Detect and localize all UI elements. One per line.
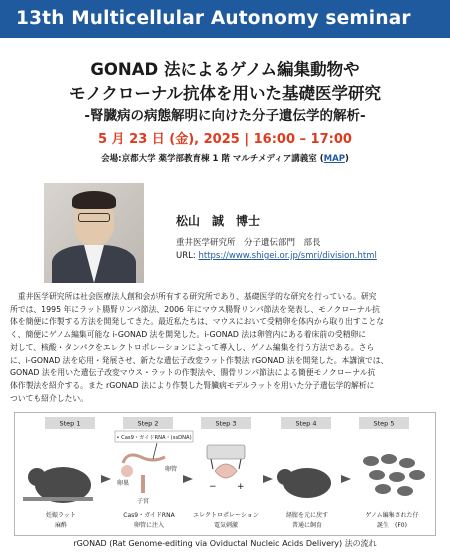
photo-glasses [78,213,110,222]
pups-icon [363,454,425,496]
abstract-line: 体を簡便に作製する方法を開発してきた。最近私たちは、マウスにおいて受精卵を体内から取り出すことな [10,317,385,327]
event-date: 5 月 23 日 (金), 2025 | 16:00 – 17:00 [98,132,352,147]
pipette-icon [153,443,157,459]
figure-caption: rGONAD (Rat Genome-editing via Oviductal Nucleic Acids Delivery) 法の流れ [73,539,377,548]
electroporator-icon [207,445,245,459]
oviduct-icon [123,455,165,463]
arrow-1-2 [101,475,111,483]
abstract-line: く、簡便にゲノム編集可能な i-GONAD 法を開発した。i-GONAD 法は卵管内にある着床前の受精卵に [10,330,367,340]
step-4-desc-line-1: 経膣を元に戻す [285,512,329,519]
subtitle: -腎臓病の病態解明に向けた分子遺伝学的解析- [84,108,366,124]
rat-base [23,497,93,501]
speaker-url [176,251,377,261]
minus-icon: − [209,482,217,492]
ovary-label: 卵巣 [117,480,130,487]
step-3-label: Step 3 [215,419,237,428]
title-line-2: モノクローナル抗体を用いた基礎医学研究 [68,84,381,103]
venue-label: 会場:京都大学 薬学部教育棟 1 階 マルチメディア講義室 ( [101,154,324,164]
abstract-line: 所では、1995 年にラット腸腎リンパ節法、2006 年にマウス腸腎リンパ節法を発表し、モノクローナル抗 [10,304,380,314]
speaker-name: 松山 誠 博士 [176,214,261,228]
speaker-photo [44,183,144,283]
abstract-line: 対して、核酸・タンパクをエレクトロポレーションによって導入し、ゲノム編集を行う方法である。さら [10,342,375,352]
ovary-icon [121,465,133,477]
abstract [10,291,440,405]
step-5-desc-line-2: 誕生 (F0) [377,522,407,529]
speaker-affiliation: 重井医学研究所 分子遺伝部門 部長 [176,238,321,248]
seminar-banner: 13th Multicellular Autonomy seminar [0,0,450,38]
abstract-line: に、i-GONAD 法を応用・発展させ、新たな遺伝子改変ラット作製法 rGONAD 法を開発した。本講演では、 [10,355,389,365]
step-4-desc-line-2: 普通に飼育 [291,522,323,529]
step-2-desc-line-2: 卵管に注入 [133,522,165,529]
abstract-line: GONAD 法を用いた遺伝子改変マウス・ラットの作製法や、腸骨リンパ節法による簡便モノクローナル抗 [10,368,376,378]
event-venue [0,152,450,164]
step-3-desc-line-2: 電気刺激 [213,522,239,529]
electrode-left-icon [211,459,213,469]
step-1-label: Step 1 [59,419,81,428]
rat-head-icon [28,468,46,486]
recovering-rat-head-icon [277,469,293,485]
abstract-line: 重井医学研究所は社会医療法人創和会が所有する研究所であり、基礎医学的な研究を行っている。研究 [17,292,377,301]
reagent-label: • Cas9・ガイドRNA・(ssDNA) [116,435,192,441]
arrow-4-5 [341,475,351,483]
electrode-right-icon [239,459,241,469]
step-4-label: Step 4 [295,419,317,428]
flow-diagram [15,413,436,536]
step-5-label: Step 5 [373,419,395,428]
rgonad-flow-figure [14,412,436,536]
step-1-desc-line-1: 妊娠ラット [46,512,76,519]
photo-hair [72,191,116,209]
abstract-line: 体作製法を紹介する。また rGONAD 法により作製した腎臓病モデルラットを用いた分子遺伝学的解析に [10,380,375,390]
title-line-1: GONAD 法によるゲノム編集動物や [90,60,360,79]
step-2-desc-line-1: Cas9・ガイドRNA [123,512,175,519]
arrow-2-3 [183,475,193,483]
abstract-line: ついても紹介したい。 [10,393,88,403]
uterus-label: 子宮 [137,498,150,505]
step-1-desc-line-2: 麻酔 [54,522,68,529]
oviduct-label: 卵管 [165,466,178,473]
url-link[interactable]: https://www.shigei.or.jp/smri/division.html [198,251,377,261]
venue-close: ) [344,154,349,164]
oviduct-clamp-icon [215,464,237,478]
step-3-desc-line-1: エレクトロポレーション [193,512,259,519]
map-link[interactable]: MAP [323,154,345,164]
step-5-desc-line-1: ゲノム編集された仔 [365,512,419,519]
arrow-3-4 [263,475,273,483]
step-2-label: Step 2 [137,419,159,428]
plus-icon: + [237,482,245,492]
url-label: URL: [176,251,199,261]
